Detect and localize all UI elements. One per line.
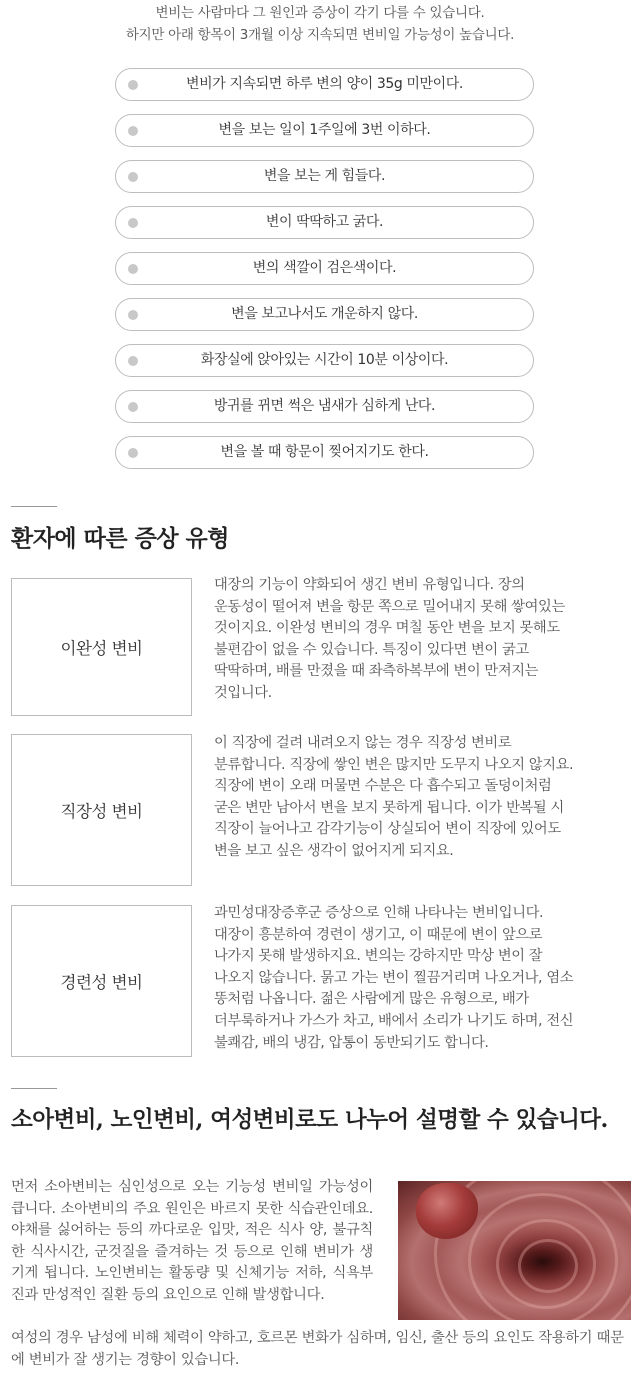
paragraph-women: 여성의 경우 남성에 비해 체력이 약하고, 호르몬 변화가 심하며, 임신, 출산 등의 요인도 작용하기 때문에 변비가 잘 생기는 경향이 있습니다. bbox=[11, 1330, 624, 1368]
checklist-item bbox=[115, 206, 534, 239]
description-line: 더부룩하거나 가스가 차고, 배에서 소리가 나기도 하며, 전신 bbox=[214, 1012, 574, 1029]
description-line: 딱딱하며, 배를 만졌을 때 좌측하복부에 변이 만져지는 bbox=[214, 663, 539, 680]
checklist-item-text: 변의 색깔이 검은색이다. bbox=[252, 260, 397, 276]
checklist-item bbox=[115, 298, 534, 331]
description-line: 것입니다. bbox=[214, 684, 272, 701]
description-line: 대장의 기능이 약화되어 생긴 변비 유형입니다. 장의 bbox=[214, 577, 525, 593]
type-label: 직장성 변비 bbox=[60, 802, 143, 821]
description-line: 변을 보고 싶은 생각이 없어지게 되지요. bbox=[214, 842, 454, 859]
type-label-box bbox=[11, 578, 192, 716]
description-line: 운동성이 떨어져 변을 항문 쪽으로 밀어내지 못해 쌓여있는 bbox=[214, 598, 565, 615]
description-line: 것이지요. 이완성 변비의 경우 며칠 동안 변을 보지 못해도 bbox=[214, 620, 560, 637]
section-divider bbox=[11, 1088, 57, 1089]
intro-line-2: 하지만 아래 항목이 3개월 이상 지속되면 변비일 가능성이 높습니다. bbox=[125, 27, 515, 43]
checklist-item-text: 변을 보는 게 힘들다. bbox=[263, 168, 386, 184]
checklist-item bbox=[115, 160, 534, 193]
checklist-item bbox=[115, 390, 534, 423]
checklist-item-text: 변을 보고나서도 개운하지 않다. bbox=[231, 306, 418, 322]
checklist-item bbox=[115, 114, 534, 147]
paragraph-child-elderly: 먼저 소아변비는 심인성으로 오는 기능성 변비일 가능성이 큽니다. 소아변비의 주요 원인은 바르지 못한 식습관인데요. 야채를 싫어하는 등의 까다로운 입맛, 적은 식사 양, 불규칙한 식사시간, 군것질을 즐겨하는 것 등으로 인해 변비가 생기게 됩니다. 노인변비는 활동량 및 신체기능 저하, 식욕부진과 만성적인 질환 등의 요인으로 인해 발생합니다. bbox=[11, 1179, 373, 1303]
type-description bbox=[214, 575, 626, 705]
description-line: 이 직장에 걸려 내려오지 않는 경우 직장성 변비로 bbox=[214, 735, 512, 751]
type-label: 경련성 변비 bbox=[60, 973, 143, 992]
section-divider bbox=[11, 506, 57, 507]
type-description bbox=[214, 903, 626, 1054]
description-line: 나오지 않습니다. 묽고 가는 변이 찔끔거리며 나오거나, 염소 bbox=[214, 969, 574, 986]
checklist-item-text: 변을 보는 일이 1주일에 3번 이하다. bbox=[218, 122, 431, 138]
checklist-item bbox=[115, 68, 534, 101]
description-line: 나가지 못해 발생하지요. 변의는 강하지만 막상 변이 잘 bbox=[214, 948, 543, 965]
type-label-box bbox=[11, 905, 192, 1057]
description-line: 불편감이 없을 수 있습니다. 특징이 있다면 변이 굵고 bbox=[214, 641, 529, 658]
type-description bbox=[214, 733, 626, 863]
section-title-constipation-groups: 소아변비, 노인변비, 여성변비로도 나누어 설명할 수 있습니다. bbox=[11, 1107, 608, 1133]
description-line: 직장에 변이 오래 머물면 수분은 다 흡수되고 돌덩이처럼 bbox=[214, 778, 552, 795]
checklist-item bbox=[115, 436, 534, 469]
colon-interior-image bbox=[398, 1181, 631, 1320]
description-line: 분류합니다. 직장에 쌓인 변은 많지만 도무지 나오지 않지요. bbox=[214, 756, 574, 773]
intro-line-1: 변비는 사람마다 그 원인과 증상이 각기 다를 수 있습니다. bbox=[155, 5, 485, 21]
section-title-symptom-types: 환자에 따른 증상 유형 bbox=[11, 525, 229, 552]
description-line: 과민성대장증후군 증상으로 인해 나타나는 변비입니다. bbox=[214, 905, 544, 921]
checklist-item-text: 방귀를 뀌면 썩은 냄새가 심하게 난다. bbox=[213, 398, 436, 414]
checklist-item-text: 변비가 지속되면 하루 변의 양이 35g 미만이다. bbox=[186, 76, 463, 92]
description-line: 불쾌감, 배의 냉감, 압통이 동반되기도 합니다. bbox=[214, 1034, 489, 1051]
checklist-item bbox=[115, 252, 534, 285]
description-line: 굳은 변만 남아서 변을 보지 못하게 됩니다. 이가 반복될 시 bbox=[214, 799, 564, 816]
checklist-item-text: 화장실에 앉아있는 시간이 10분 이상이다. bbox=[200, 352, 449, 368]
description-line: 직장이 늘어나고 감각기능이 상실되어 변이 직장에 있어도 bbox=[214, 821, 561, 838]
checklist-item-text: 변이 딱딱하고 굵다. bbox=[265, 214, 384, 230]
symptom-checklist bbox=[115, 68, 534, 482]
type-label-box bbox=[11, 734, 192, 886]
description-line: 똥처럼 나옵니다. 젊은 사람에게 많은 유형으로, 배가 bbox=[214, 991, 529, 1008]
description-line: 대장이 흥분하여 경련이 생기고, 이 때문에 변이 앞으로 bbox=[214, 926, 543, 943]
type-label: 이완성 변비 bbox=[60, 639, 143, 658]
checklist-item bbox=[115, 344, 534, 377]
checklist-item-text: 변을 볼 때 항문이 찢어지기도 한다. bbox=[220, 444, 429, 460]
intro-text bbox=[0, 2, 640, 46]
